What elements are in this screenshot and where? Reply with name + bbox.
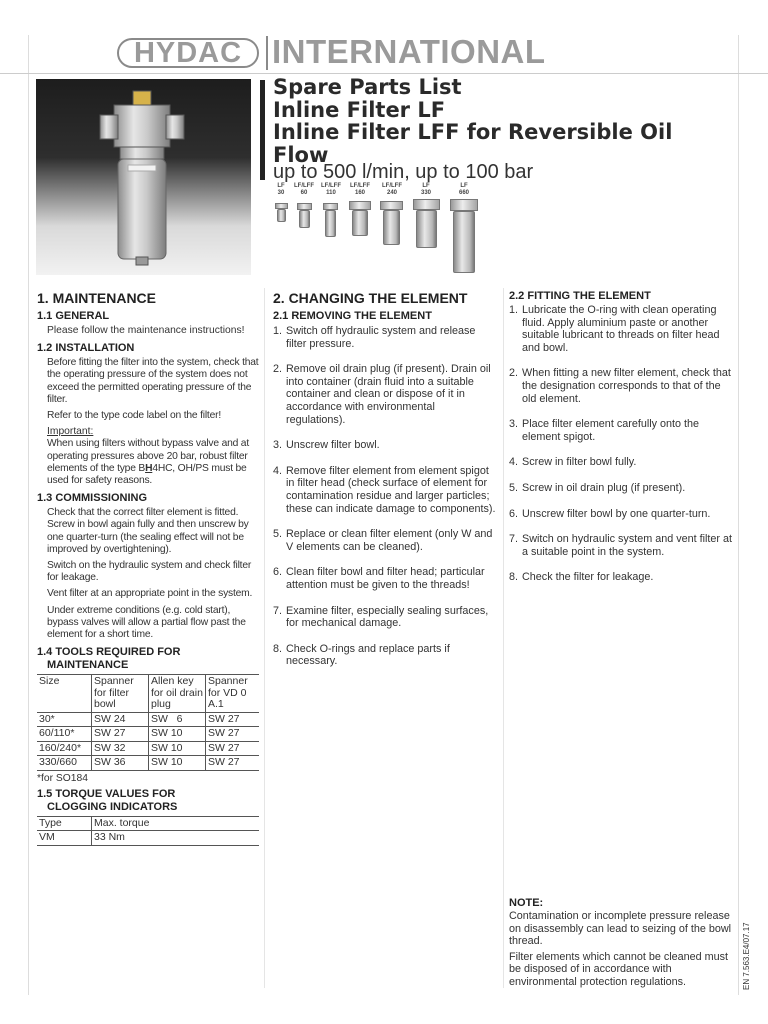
list-item: 7. Examine filter, especially sealing surfaces, for mechanical damage. bbox=[273, 605, 497, 630]
table-cell: SW 36 bbox=[92, 756, 149, 771]
filter-type: LF bbox=[460, 183, 468, 189]
tools-heading-cont: MAINTENANCE bbox=[47, 659, 129, 672]
filter-size: 160 bbox=[354, 190, 365, 196]
filter-size-label bbox=[319, 183, 343, 197]
table-cell: Allen key for oil drain plug bbox=[149, 675, 206, 713]
title-line-3: Inline Filter LFF for Reversible Oil bbox=[273, 120, 673, 144]
torque-heading: 1.5 TORQUE VALUES FOR bbox=[37, 787, 176, 800]
table-cell: SW 6 bbox=[149, 712, 206, 727]
fitting-section bbox=[509, 290, 734, 597]
list-item: 8. Check O-rings and replace parts if necessary. bbox=[273, 643, 497, 668]
step-text: Check the filter for leakage. bbox=[522, 571, 654, 584]
list-item: 6. Unscrew filter bowl by one quarter-turn. bbox=[509, 507, 711, 520]
list-item: 3. Unscrew filter bowl. bbox=[273, 439, 380, 452]
filter-size: 660 bbox=[458, 190, 469, 196]
filter-bowl bbox=[453, 211, 475, 273]
filter-size: 110 bbox=[326, 190, 336, 196]
note-text: Filter elements which cannot be cleaned must be disposed of in accordance with environmental protection regulations. bbox=[509, 950, 729, 988]
list-item: 3. Place filter element carefully onto the element spigot. bbox=[509, 418, 734, 443]
commissioning-text: Under extreme conditions (e.g. cold start), bypass valves will allow a partial flow past the element for a short time. bbox=[47, 604, 246, 641]
step-text: Check O-rings and replace parts if necessary. bbox=[286, 642, 450, 668]
table-cell: SW 24 bbox=[92, 712, 149, 727]
general-heading: 1.1 GENERAL bbox=[37, 310, 110, 322]
table-cell: SW 27 bbox=[206, 712, 260, 727]
page-border-left bbox=[28, 35, 29, 995]
list-item: 2. Remove oil drain plug (if present). Drain oil into container (drain fluid into a suitable container and clean or dispose of it in accordance with environmental regulations). bbox=[273, 363, 497, 426]
filter-type: LF bbox=[277, 183, 285, 189]
hydac-logo bbox=[117, 38, 259, 68]
table-cell: SW 27 bbox=[92, 727, 149, 742]
commissioning-text: Switch on the hydraulic system and check filter for leakage. bbox=[47, 560, 252, 584]
important-text-emphasis: H bbox=[145, 462, 153, 474]
filter-type: LF/LFF bbox=[294, 183, 314, 189]
list-item: 8. Check the filter for leakage. bbox=[509, 571, 654, 584]
filter-bowl bbox=[277, 209, 286, 222]
tools-heading: 1.4 TOOLS REQUIRED FOR bbox=[37, 646, 181, 659]
list-item: 5. Screw in oil drain plug (if present). bbox=[509, 481, 686, 494]
installation-text: Refer to the type code label on the filter! bbox=[47, 410, 221, 422]
table-row bbox=[37, 727, 259, 742]
step-text: Switch on hydraulic system and vent filter at a suitable point in the system. bbox=[522, 533, 733, 558]
step-text: Screw in oil drain plug (if present). bbox=[522, 481, 686, 494]
table-cell: 330/660 bbox=[37, 756, 92, 771]
table-header-row bbox=[37, 816, 259, 831]
step-text: Examine filter, especially sealing surfaces, for mechanical damage. bbox=[286, 604, 489, 630]
list-item: 6. Clean filter bowl and filter head; particular attention must be given to the threads! bbox=[273, 566, 497, 591]
list-item: 7. Switch on hydraulic system and vent filter at a suitable point in the system. bbox=[509, 533, 733, 558]
tools-footnote: *for SO184 bbox=[37, 772, 88, 784]
filter-bowl bbox=[383, 210, 400, 245]
filter-head bbox=[349, 201, 371, 210]
title-accent-bar bbox=[260, 80, 265, 180]
important-text bbox=[47, 438, 259, 487]
table-header-row bbox=[37, 675, 259, 713]
table-cell: 60/110* bbox=[37, 727, 92, 742]
table-cell: Spanner for filter bowl bbox=[92, 675, 149, 713]
commissioning-text: Vent filter at an appropriate point in the system. bbox=[47, 588, 253, 600]
step-text: Clean filter bowl and filter head; particular attention must be given to the threads! bbox=[286, 566, 485, 591]
filter-type: LF/LFF bbox=[350, 183, 370, 189]
table-row bbox=[37, 712, 259, 727]
filter-size-label bbox=[380, 183, 404, 197]
filter-head bbox=[323, 203, 338, 210]
filter-size: 60 bbox=[300, 190, 308, 196]
table-row bbox=[37, 756, 259, 771]
step-text: Remove filter element from element spigot in filter head (check surface of element for contamination residue and larger particles; these can indicate damage to components). bbox=[286, 464, 496, 515]
removing-steps bbox=[273, 325, 497, 668]
fitting-steps bbox=[509, 304, 734, 584]
maintenance-heading: 1. MAINTENANCE bbox=[37, 290, 157, 306]
filter-head bbox=[413, 199, 440, 210]
table-cell: 160/240* bbox=[37, 741, 92, 756]
list-item: 2. When fitting a new filter element, check that the designation corresponds to that of the old element. bbox=[509, 367, 734, 405]
table-cell: Type bbox=[37, 816, 92, 831]
table-cell: SW 27 bbox=[206, 756, 260, 771]
filter-bowl bbox=[352, 210, 368, 236]
table-row bbox=[37, 831, 259, 846]
list-item: 4. Screw in filter bowl fully. bbox=[509, 456, 637, 469]
torque-table bbox=[37, 816, 259, 846]
filter-type: LF bbox=[422, 183, 430, 189]
brand-name: HYDAC bbox=[133, 36, 243, 69]
removing-heading: 2.1 REMOVING THE ELEMENT bbox=[273, 310, 432, 322]
torque-heading-cont: CLOGGING INDICATORS bbox=[47, 800, 178, 813]
inline-filter-image bbox=[36, 79, 251, 275]
fitting-heading: 2.2 FITTING THE ELEMENT bbox=[509, 290, 651, 302]
column-divider bbox=[503, 288, 504, 988]
table-cell: Max. torque bbox=[92, 816, 260, 831]
title-line-2: Inline Filter LF bbox=[273, 97, 446, 122]
filter-size: 240 bbox=[386, 190, 397, 196]
step-text: Screw in filter bowl fully. bbox=[522, 456, 637, 469]
step-text: Lubricate the O-ring with clean operating fluid. Apply aluminium paste or another suitable lubricant to threads on filter head and bowl. bbox=[522, 304, 720, 354]
important-label: Important: bbox=[47, 426, 94, 438]
filter-type: LF/LFF bbox=[321, 183, 341, 189]
list-item: 5. Replace or clean filter element (only W and V elements can be cleaned). bbox=[273, 528, 497, 553]
filter-size-label bbox=[348, 183, 372, 197]
installation-heading: 1.2 INSTALLATION bbox=[37, 342, 135, 355]
step-text: Unscrew filter bowl. bbox=[286, 439, 380, 452]
table-cell: SW 32 bbox=[92, 741, 149, 756]
filter-bowl bbox=[299, 210, 310, 228]
filter-head bbox=[450, 199, 478, 211]
document-title bbox=[273, 76, 733, 166]
table-cell: Size bbox=[37, 675, 92, 713]
changing-section bbox=[273, 290, 497, 681]
step-text: Replace or clean filter element (only W and V elements can be cleaned). bbox=[286, 528, 493, 553]
table-row bbox=[37, 741, 259, 756]
list-item: 1. Lubricate the O-ring with clean operating fluid. Apply aluminium paste or another suitable lubricant to threads on filter head and bowl. bbox=[509, 304, 734, 354]
table-cell: VM bbox=[37, 831, 92, 846]
division-name: INTERNATIONAL bbox=[272, 33, 546, 70]
filter-bowl bbox=[416, 210, 437, 248]
important-text-part: When using filters without bypass valve and at operating pressures above 20 bar, robust filter elements of the type B bbox=[47, 438, 249, 474]
table-cell: SW 10 bbox=[149, 727, 206, 742]
table-cell: SW 10 bbox=[149, 756, 206, 771]
column-divider bbox=[264, 288, 265, 988]
list-item: 4. Remove filter element from element spigot in filter head (check surface of element for contamination residue and larger particles; these can indicate damage to components). bbox=[273, 464, 496, 515]
tools-table bbox=[37, 674, 259, 771]
title-line-1: Spare Parts List bbox=[273, 75, 462, 99]
logo-separator bbox=[266, 36, 268, 70]
maintenance-section bbox=[37, 290, 259, 846]
commissioning-heading: 1.3 COMMISSIONING bbox=[37, 492, 148, 505]
table-cell: Spanner for VD 0 A.1 bbox=[206, 675, 260, 713]
step-text: Unscrew filter bowl by one quarter-turn. bbox=[522, 507, 711, 520]
step-text: Place filter element carefully onto the element spigot. bbox=[522, 418, 700, 443]
filter-head bbox=[380, 201, 403, 210]
filter-size: 330 bbox=[420, 190, 431, 196]
table-cell: SW 27 bbox=[206, 741, 260, 756]
general-text: Please follow the maintenance instructions! bbox=[47, 325, 245, 336]
step-text: Remove oil drain plug (if present). Drain oil into container (drain fluid into a suitable container and clean or dispose of it in accordance with environmental regulations). bbox=[286, 363, 491, 426]
filter-type: LF/LFF bbox=[382, 183, 402, 189]
note-section bbox=[509, 897, 734, 989]
step-text: Switch off hydraulic system and release filter pressure. bbox=[286, 325, 476, 350]
filter-size: 30 bbox=[277, 190, 285, 196]
list-item: 1. Switch off hydraulic system and release filter pressure. bbox=[273, 325, 497, 350]
product-photo bbox=[36, 79, 251, 275]
header-rule bbox=[0, 73, 768, 74]
filter-size-label bbox=[455, 183, 473, 197]
filter-size-label bbox=[417, 183, 435, 197]
table-cell: 33 Nm bbox=[92, 831, 260, 846]
document-code: EN 7.563.E4/07.17 bbox=[742, 922, 751, 990]
filter-size-label bbox=[275, 183, 287, 197]
step-text: When fitting a new filter element, check that the designation corresponds to that of the old element. bbox=[522, 367, 731, 405]
installation-text: Before fitting the filter into the system, check that the operating pressure of the system does not exceed the permitted operating pressure of the filter. bbox=[47, 357, 259, 405]
filter-bowl bbox=[325, 210, 336, 237]
document-subtitle: up to 500 l/min, up to 100 bar bbox=[273, 161, 534, 183]
table-cell: SW 10 bbox=[149, 741, 206, 756]
note-text: Contamination or incomplete pressure release on disassembly can lead to seizing of the bowl thread. bbox=[509, 910, 732, 948]
important-text-part: 4HC, OH/PS must be used for safety reasons. bbox=[47, 462, 247, 487]
changing-heading: 2. CHANGING THE ELEMENT bbox=[273, 290, 468, 306]
table-cell: SW 27 bbox=[206, 727, 260, 742]
page-border-right bbox=[738, 35, 739, 995]
table-cell: 30* bbox=[37, 712, 92, 727]
title-line-4: Flow bbox=[273, 142, 329, 167]
commissioning-text: Check that the correct filter element is fitted. Screw in bowl again fully and then unscrew by one quarter-turn (the sealing effect will not be improved by overtightening). bbox=[47, 507, 249, 555]
filter-head bbox=[297, 203, 312, 210]
note-heading: NOTE: bbox=[509, 897, 544, 909]
filter-size-label bbox=[292, 183, 316, 197]
